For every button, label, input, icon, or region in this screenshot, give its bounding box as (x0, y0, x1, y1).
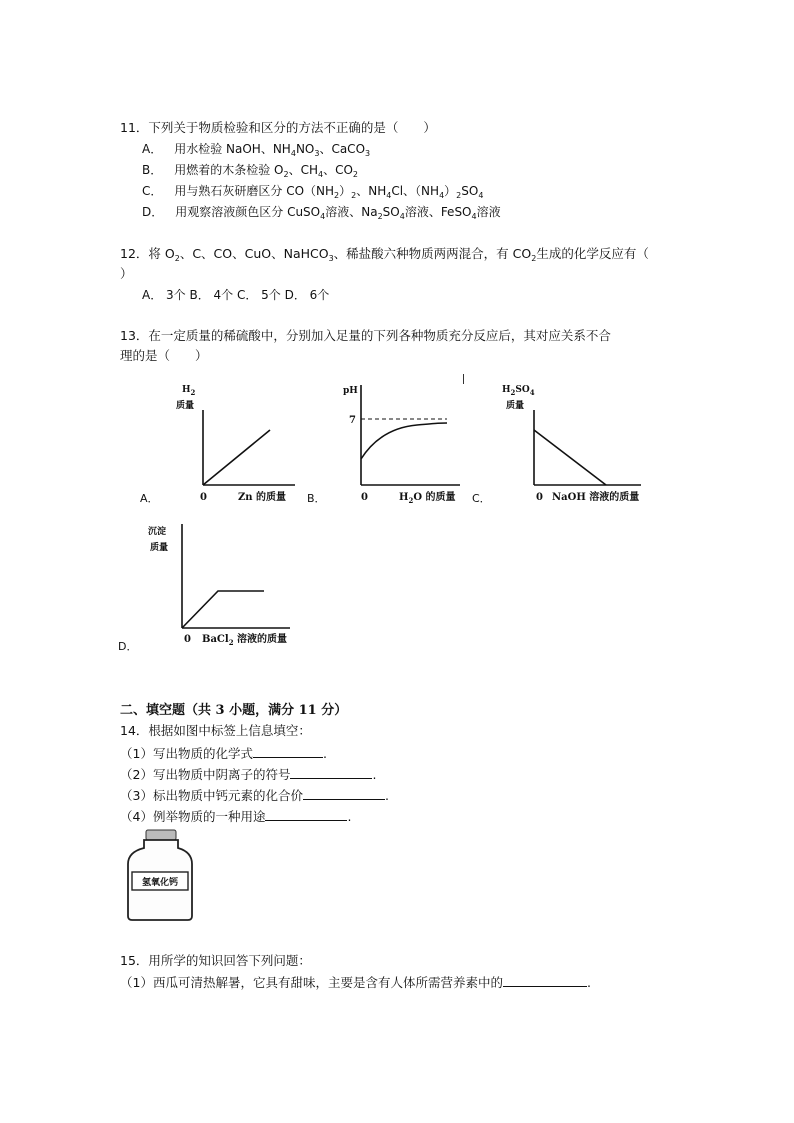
graph-c-ylabel2: 质量 (506, 401, 525, 411)
sub: 3 (365, 149, 371, 158)
graph-b-tick-7: 7 (349, 415, 356, 426)
sub: 3 (314, 149, 320, 158)
option-text: 用观察溶液颜色区分 CuSO (175, 205, 321, 219)
option-text: ） (339, 184, 352, 198)
option-text: 用与熟石灰研磨区分 CO（NH (174, 184, 335, 198)
graph-b-origin: 0 (361, 492, 368, 503)
q14-item-1 (120, 744, 327, 763)
q13-stem-line2: 理的是（ ） (120, 348, 208, 363)
sub: 2 (531, 254, 537, 263)
graph-d-xlabel: BaCl$_2$ 溶液的质量 (202, 634, 288, 647)
sub: 2 (174, 254, 180, 263)
option-text: 用水检验 NaOH、NH (174, 142, 291, 156)
sub: 2 (456, 191, 462, 200)
option-text: NO (295, 142, 315, 156)
q12-stem (120, 245, 649, 263)
sub: 4 (290, 149, 296, 158)
sub: 4 (318, 170, 324, 179)
graph-b-xlabel: $H_2O$ 的质量 (399, 492, 456, 505)
sub: 2 (377, 212, 383, 221)
option-text: 、CO (323, 163, 353, 177)
q15-stem: 15．用所学的知识回答下列问题： (120, 953, 311, 968)
graph-b (335, 375, 470, 508)
period: . (384, 788, 389, 803)
option-label: B． (142, 163, 163, 177)
graph-a (170, 378, 300, 508)
q15-item-1 (120, 973, 591, 992)
q11-option-d (142, 203, 501, 221)
graph-c-letter: C． (472, 492, 491, 505)
answer-blank[interactable] (303, 786, 385, 800)
answer-blank[interactable] (265, 807, 347, 821)
period: . (322, 746, 327, 761)
answer-blank[interactable] (290, 765, 372, 779)
graph-c (496, 378, 656, 508)
item-text: （4）例举物质的一种用途 (120, 809, 266, 824)
graph-tick-mark (463, 374, 464, 384)
q14-item-2 (120, 765, 376, 784)
item-text: （1）西瓜可清热解暑，它具有甜味，主要是含有人体所需营养素中的 (120, 975, 503, 990)
sub: 4 (478, 191, 484, 200)
stem-text: 生成的化学反应有（ (536, 246, 649, 261)
option-label: D． (142, 205, 164, 219)
graph-d-letter: D． (118, 640, 138, 653)
sub: 2 (334, 191, 340, 200)
graph-d-curve (182, 591, 264, 628)
option-text: ） (444, 184, 457, 198)
graph-c-xlabel: NaOH 溶液的质量 (552, 492, 640, 503)
sub: 4 (399, 212, 405, 221)
option-text: 、CaCO (319, 142, 366, 156)
graph-d-ylabel2: 质量 (150, 543, 169, 553)
graph-a-xlabel: Zn 的质量 (238, 492, 287, 503)
graph-a-curve (203, 430, 270, 485)
q14-stem: 14．根据如图中标签上信息填空： (120, 723, 311, 738)
section-2-title: 二、填空题（共 3 小题，满分 11 分） (120, 703, 348, 718)
option-label: C． (142, 184, 163, 198)
graph-a-letter: A． (140, 492, 159, 505)
answer-blank[interactable] (503, 973, 587, 987)
stem-text: 12．将 O (120, 246, 175, 261)
option-text: 用燃着的木条检验 O (174, 163, 284, 177)
period: . (372, 767, 377, 782)
stem-text: 、C、CO、CuO、NaHCO (179, 246, 329, 261)
graph-a-origin: 0 (200, 492, 207, 503)
option-text: Cl、（NH (391, 184, 440, 198)
graph-c-curve (534, 430, 606, 485)
q13-stem-line1: 13．在一定质量的稀硫酸中，分别加入足量的下列各种物质充分反应后，其对应关系不合 (120, 328, 611, 343)
graph-a-ylabel1: $H_2$ (182, 385, 196, 397)
graph-b-curve (361, 423, 447, 459)
option-text: 溶液、Na (325, 205, 378, 219)
item-text: （3）标出物质中钙元素的化合价 (120, 788, 303, 803)
q11-option-c (142, 182, 483, 200)
graph-c-ylabel1: $H_2SO_4$ (502, 385, 535, 397)
q11-option-a (142, 140, 370, 158)
sub: 4 (439, 191, 445, 200)
reagent-bottle (120, 828, 200, 923)
sub: 2 (283, 170, 289, 179)
sub: 4 (471, 212, 477, 221)
option-label: A． (142, 142, 163, 156)
option-text: 、CH (288, 163, 318, 177)
graph-b-letter: B． (307, 492, 326, 505)
option-text: 溶液 (476, 205, 501, 219)
stem-text: 、稀盐酸六种物质两两混合，有 CO (333, 246, 532, 261)
graph-a-ylabel2: 质量 (176, 401, 195, 411)
q14-item-3 (120, 786, 389, 805)
bottle-label-text: 氢氧化钙 (141, 878, 179, 888)
graph-b-ylabel: pH (343, 386, 358, 396)
period: . (586, 975, 591, 990)
item-text: （1）写出物质的化学式 (120, 746, 253, 761)
bottle-cap (146, 830, 176, 840)
sub: 4 (386, 191, 392, 200)
graph-d (140, 518, 310, 650)
option-text: SO (461, 184, 479, 198)
sub: 2 (352, 170, 359, 179)
graph-d-origin: 0 (184, 634, 191, 645)
option-text: 、NH (356, 184, 387, 198)
q12-options: A． 3个 B． 4个 C． 5个 D． 6个 (142, 288, 330, 302)
sub: 2 (351, 191, 357, 200)
q12-stem-end: ） (120, 266, 133, 281)
answer-blank[interactable] (253, 744, 323, 758)
option-text: 溶液、FeSO (404, 205, 472, 219)
sub: 4 (320, 212, 326, 221)
sub: 3 (328, 254, 334, 263)
item-text: （2）写出物质中阴离子的符号 (120, 767, 291, 782)
graph-d-ylabel1: 沉淀 (148, 527, 167, 537)
graph-c-origin: 0 (536, 492, 543, 503)
period: . (347, 809, 352, 824)
q14-item-4 (120, 807, 351, 826)
q11-option-b (142, 161, 358, 179)
option-text: SO (382, 205, 400, 219)
q11-stem: 11．下列关于物质检验和区分的方法不正确的是（ ） (120, 120, 436, 135)
